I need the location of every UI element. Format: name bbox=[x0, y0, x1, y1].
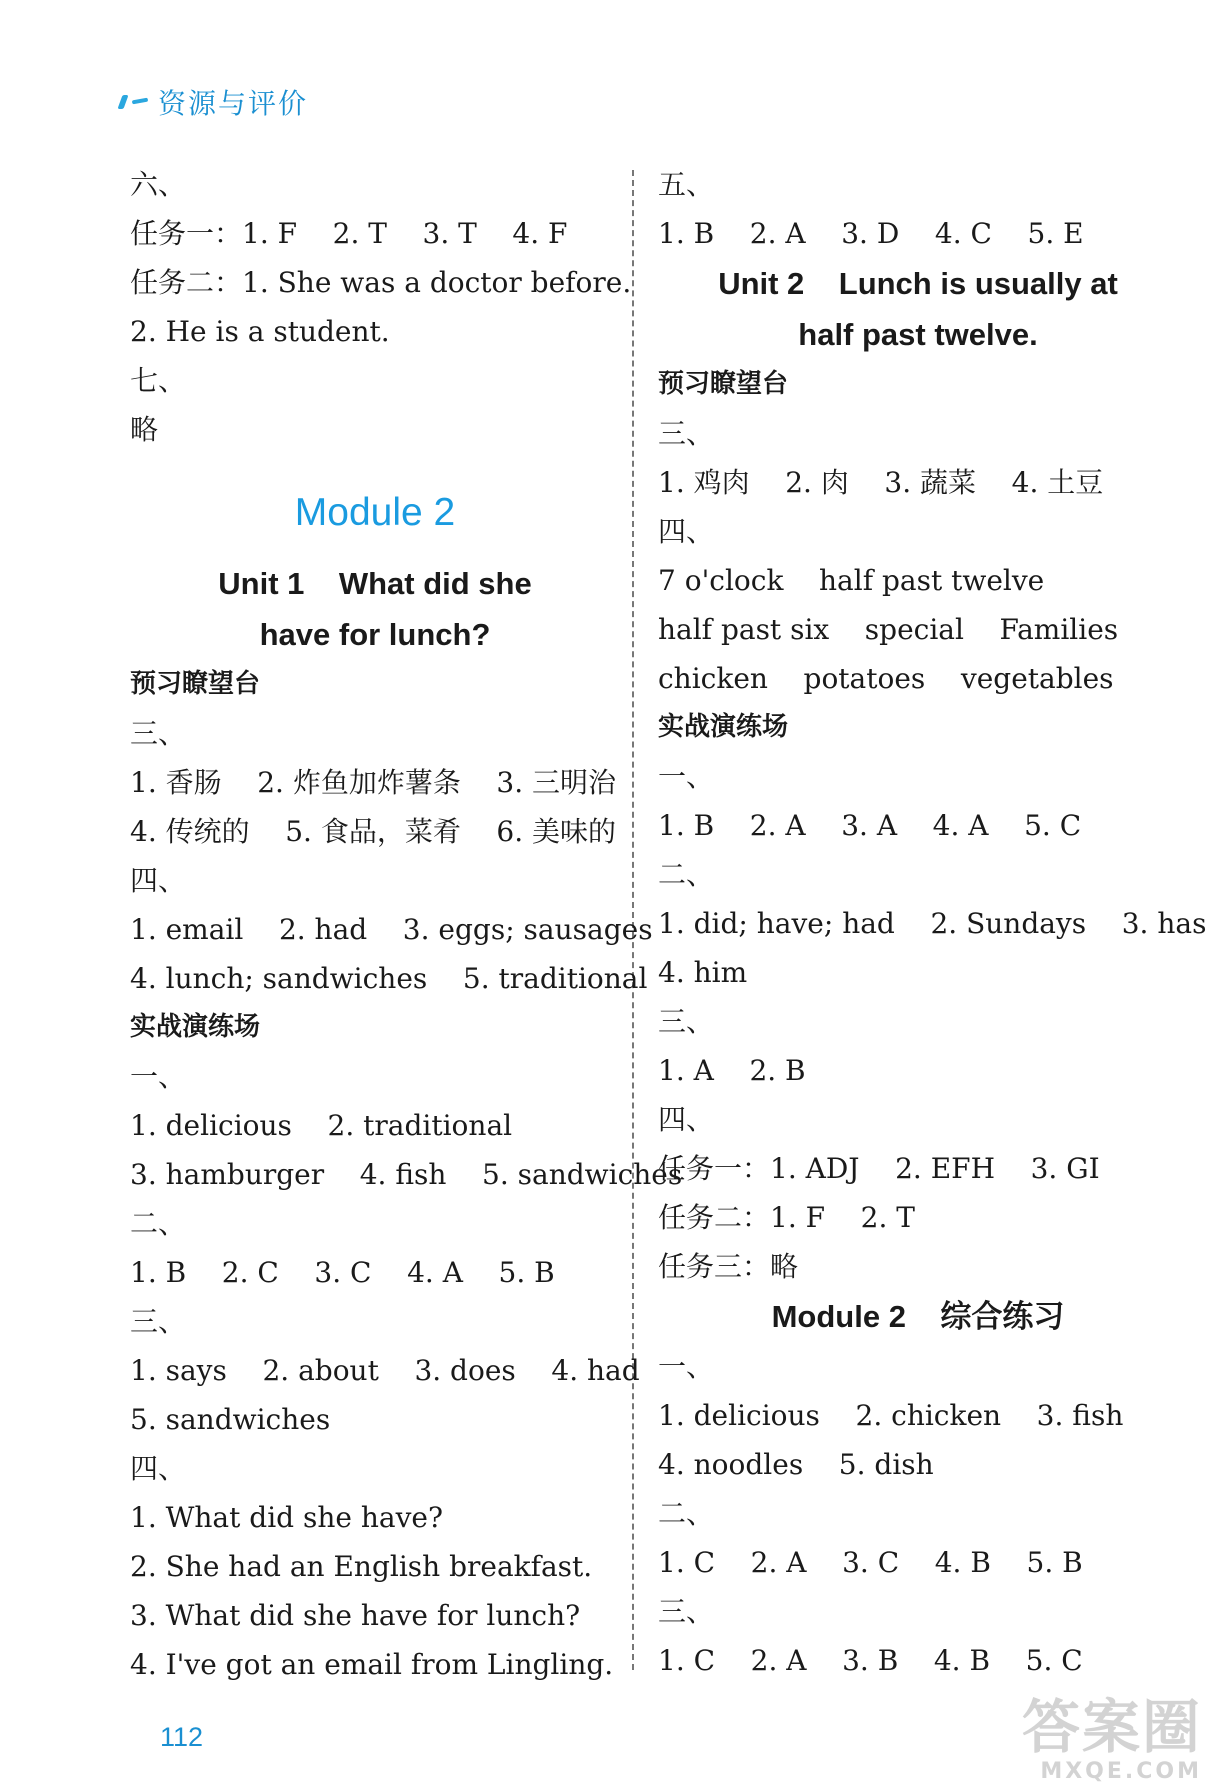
answer-line: 1. C 2. A 3. B 4. B 5. C bbox=[658, 1644, 1083, 1677]
answer-line: 二、 bbox=[658, 858, 715, 891]
answer-line: 1. 香肠 2. 炸鱼加炸薯条 3. 三明治 bbox=[130, 766, 617, 799]
spacer bbox=[130, 454, 620, 468]
header-decoration-icon bbox=[120, 95, 148, 109]
answer-line: 三、 bbox=[658, 1595, 715, 1628]
answer-line: 任务二：1. She was a doctor before. bbox=[130, 266, 632, 299]
answer-line: 二、 bbox=[130, 1207, 187, 1240]
answer-line: 1. B 2. A 3. D 4. C 5. E bbox=[658, 217, 1084, 250]
answer-line: 三、 bbox=[130, 717, 187, 750]
answer-line: 1. B 2. A 3. A 4. A 5. C bbox=[658, 809, 1082, 842]
answer-line: chicken potatoes vegetables bbox=[658, 662, 1114, 695]
answer-line: 四、 bbox=[130, 1452, 187, 1485]
answer-line: half past six special Families bbox=[658, 613, 1119, 646]
module-title: Module 2 bbox=[294, 491, 456, 534]
unit-title: half past twelve. bbox=[798, 317, 1038, 352]
answer-line: 四、 bbox=[130, 864, 187, 897]
answer-line: 五、 bbox=[658, 168, 715, 201]
answer-line: 4. 传统的 5. 食品，菜肴 6. 美味的 bbox=[130, 815, 617, 848]
section-heading: 预习瞭望台 bbox=[658, 369, 789, 399]
answer-line: 二、 bbox=[658, 1497, 715, 1530]
unit-title: have for lunch? bbox=[259, 617, 491, 652]
header-title: 资源与评价 bbox=[158, 87, 309, 120]
answer-line: 1. did; have; had 2. Sundays 3. has bbox=[658, 907, 1207, 940]
answer-line: 一、 bbox=[130, 1060, 187, 1093]
page-header bbox=[120, 82, 308, 122]
answer-line: 三、 bbox=[658, 417, 715, 450]
page-number: 112 bbox=[160, 1722, 204, 1752]
answer-line: 4. lunch; sandwiches 5. traditional bbox=[130, 962, 648, 995]
watermark-url: MXQE.COM bbox=[1040, 1759, 1202, 1784]
answer-line: 一、 bbox=[658, 1350, 715, 1383]
answer-line: 略 bbox=[130, 413, 159, 446]
answer-line: 1. email 2. had 3. eggs; sausages bbox=[130, 913, 653, 946]
answer-line: 七、 bbox=[130, 364, 187, 397]
answer-line: 7 o'clock half past twelve bbox=[658, 564, 1045, 597]
section-heading: 预习瞭望台 bbox=[130, 669, 261, 699]
answer-line: 1. delicious 2. traditional bbox=[130, 1109, 513, 1142]
watermark bbox=[1022, 1695, 1202, 1784]
answer-line: 1. delicious 2. chicken 3. fish bbox=[658, 1399, 1124, 1432]
answer-line: 任务一：1. F 2. T 3. T 4. F bbox=[130, 217, 568, 250]
answer-line: 4. I've got an email from Lingling. bbox=[130, 1648, 614, 1681]
answer-line: 2. He is a student. bbox=[130, 315, 390, 348]
answer-line: 任务二：1. F 2. T bbox=[658, 1201, 915, 1234]
answer-line: 3. hamburger 4. fish 5. sandwiches bbox=[130, 1158, 683, 1191]
answer-line: 六、 bbox=[130, 168, 187, 201]
section-heading: 实战演练场 bbox=[658, 712, 789, 742]
answer-line: 一、 bbox=[658, 760, 715, 793]
answer-line: 四、 bbox=[658, 515, 715, 548]
answer-line: 三、 bbox=[130, 1305, 187, 1338]
unit-title: Unit 1 What did she bbox=[218, 566, 532, 601]
answer-line: 4. noodles 5. dish bbox=[658, 1448, 934, 1481]
answer-line: 任务三：略 bbox=[658, 1250, 799, 1283]
left-column bbox=[130, 160, 683, 1689]
answer-line: 四、 bbox=[658, 1103, 715, 1136]
answer-line: 三、 bbox=[658, 1005, 715, 1038]
unit-title: Unit 2 Lunch is usually at bbox=[718, 266, 1118, 301]
answer-line: 1. What did she have? bbox=[130, 1501, 443, 1534]
section-heading: 实战演练场 bbox=[130, 1012, 261, 1042]
answer-line: 4. him bbox=[658, 956, 748, 989]
answer-line: 1. says 2. about 3. does 4. had bbox=[130, 1354, 640, 1387]
answer-line: 2. She had an English breakfast. bbox=[130, 1550, 593, 1583]
answer-line: 1. 鸡肉 2. 肉 3. 蔬菜 4. 土豆 bbox=[658, 466, 1104, 499]
answer-line: 3. What did she have for lunch? bbox=[130, 1599, 581, 1632]
unit-title: Module 2 综合练习 bbox=[771, 1299, 1065, 1334]
answer-line: 5. sandwiches bbox=[130, 1403, 331, 1436]
answer-line: 1. C 2. A 3. C 4. B 5. B bbox=[658, 1546, 1083, 1579]
watermark-logo: 答案圈 bbox=[1021, 1693, 1202, 1761]
answer-line: 1. B 2. C 3. C 4. A 5. B bbox=[130, 1256, 555, 1289]
answer-line: 任务一：1. ADJ 2. EFH 3. GI bbox=[658, 1152, 1100, 1185]
answer-line: 1. A 2. B bbox=[658, 1054, 806, 1087]
right-column bbox=[658, 160, 1207, 1685]
